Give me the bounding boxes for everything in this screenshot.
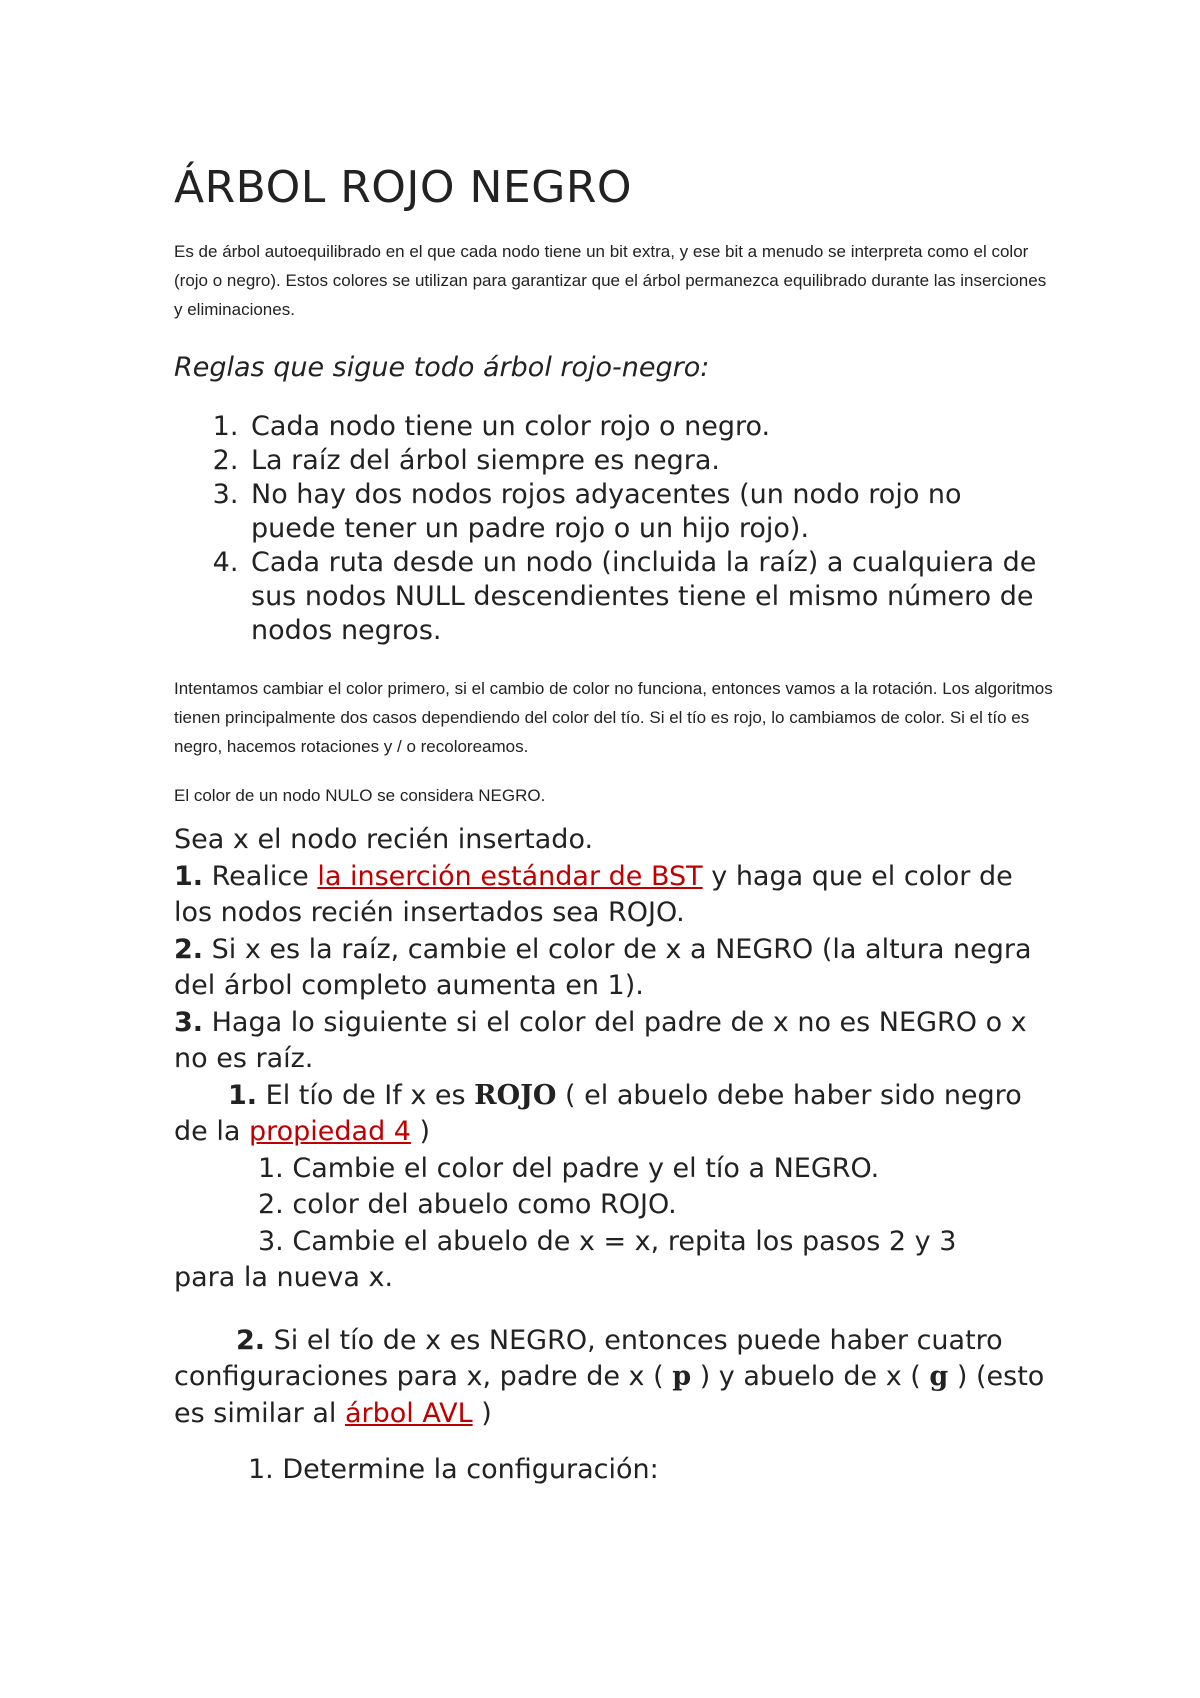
avl-tree-link[interactable]: árbol AVL bbox=[345, 1397, 473, 1429]
step-3: 3. Haga lo siguiente si el color del padre de x no es NEGRO o x no es raíz. bbox=[174, 1006, 1027, 1075]
case-uncle-black: 2. Si el tío de x es NEGRO, entonces puede haber cuatro configuraciones para x, padre de x ( p ) y abuelo de x ( g ) (esto es similar al árbol AVL ) bbox=[174, 1324, 1045, 1429]
rule-item: 2. La raíz del árbol siempre es negra. bbox=[247, 444, 1054, 478]
null-node-paragraph: El color de un nodo NULO se considera NEGRO. bbox=[174, 786, 546, 806]
rojo-bold: ROJO bbox=[474, 1079, 557, 1111]
case-uncle-red: 1. El tío de If x es ROJO ( el abuelo debe haber sido negro de la propiedad 4 ) bbox=[174, 1079, 1022, 1148]
rule-item: 3. No hay dos nodos rojos adyacentes (un nodo rojo no puede tener un padre rojo o un hijo rojo). bbox=[247, 478, 1054, 546]
case-red-step-1: 1. Cambie el color del padre y el tío a NEGRO. bbox=[258, 1152, 880, 1184]
step-number: 2. bbox=[174, 933, 204, 965]
rule-item: 4. Cada ruta desde un nodo (incluida la raíz) a cualquiera de sus nodos NULL descendientes tiene el mismo número de nodos negros. bbox=[247, 546, 1054, 648]
case-red-step-2: 2. color del abuelo como ROJO. bbox=[258, 1189, 677, 1221]
document-body bbox=[174, 162, 1054, 1489]
case-number: 2. bbox=[236, 1324, 266, 1356]
recolor-paragraph: Intentamos cambiar el color primero, si el cambio de color no funciona, entonces vamos a la rotación. Los algoritmos tienen principalmente dos casos dependiendo del color del tío. Si el tío es rojo, lo cambiamos de color. Si el tío es negro, hacemos rotaciones y / o recoloreamos. bbox=[174, 679, 1053, 757]
insertion-steps bbox=[174, 822, 1054, 1489]
intro-paragraph: Es de árbol autoequilibrado en el que cada nodo tiene un bit extra, y ese bit a menudo se interpreta como el color (rojo o negro). Estos colores se utilizan para garantizar que el árbol permanezca equilibrado durante las inserciones y eliminaciones. bbox=[174, 241, 1047, 319]
page-title: ÁRBOL ROJO NEGRO bbox=[174, 162, 633, 213]
case-black-step-1: 1. Determine la configuración: bbox=[248, 1454, 659, 1486]
rules-list bbox=[174, 410, 1054, 648]
case-number: 1. bbox=[228, 1079, 258, 1111]
bst-insertion-link[interactable]: la inserción estándar de BST bbox=[317, 860, 703, 892]
step-2: 2. Si x es la raíz, cambie el color de x a NEGRO (la altura negra del árbol completo aumenta en 1). bbox=[174, 933, 1032, 1002]
g-bold: g bbox=[929, 1361, 949, 1393]
step-intro: Sea x el nodo recién insertado. bbox=[174, 824, 594, 856]
step-number: 3. bbox=[174, 1006, 204, 1038]
step-number: 1. bbox=[174, 860, 204, 892]
propiedad-4-link[interactable]: propiedad 4 bbox=[248, 1116, 411, 1148]
rules-heading: Reglas que sigue todo árbol rojo-negro: bbox=[174, 351, 710, 383]
p-bold: p bbox=[672, 1361, 692, 1393]
step-1: 1. Realice la inserción estándar de BST y haga que el color de los nodos recién insertados sea ROJO. bbox=[174, 860, 1013, 929]
case-red-step-3: 3. Cambie el abuelo de x = x, repita los pasos 2 y 3 bbox=[258, 1225, 957, 1257]
case-red-step-3-cont: para la nueva x. bbox=[174, 1262, 394, 1294]
rule-item: 1. Cada nodo tiene un color rojo o negro. bbox=[247, 410, 1054, 444]
